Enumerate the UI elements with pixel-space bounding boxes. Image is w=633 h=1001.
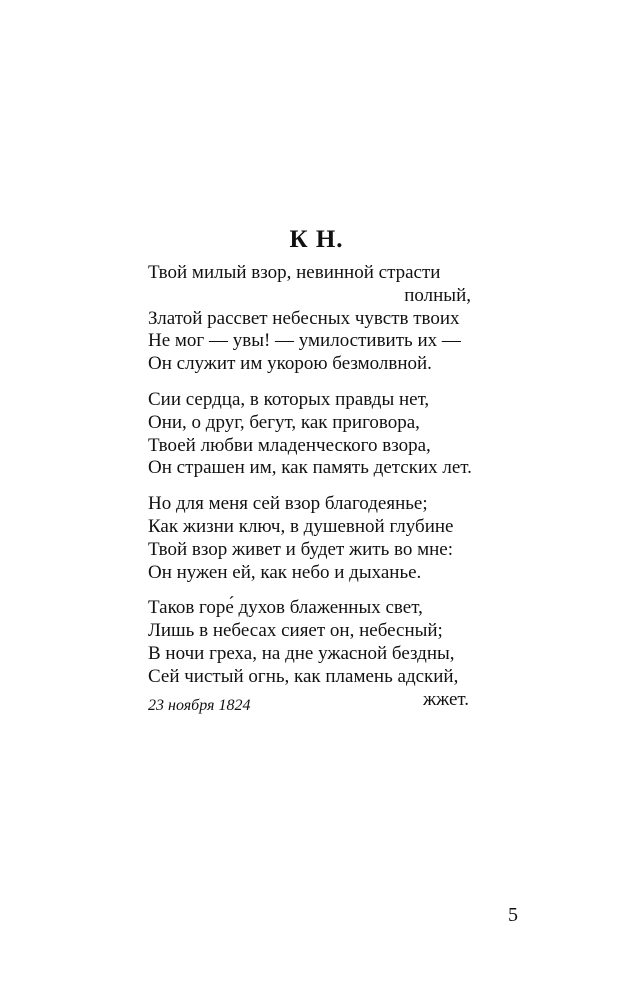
poem-date: 23 ноября 1824 bbox=[148, 697, 251, 714]
poem-line: Они, о друг, бегут, как приговора, bbox=[148, 411, 420, 433]
poem-line: Твой взор живет и будет жить во мне: bbox=[148, 538, 454, 560]
poem-line: Но для меня сей взор благодеянье; bbox=[148, 493, 428, 515]
stanza-4 bbox=[148, 597, 488, 711]
poem-line-continuation: жжет. bbox=[422, 688, 469, 710]
poem-line: Он страшен им, как память детских лет. bbox=[148, 457, 472, 479]
poem-line: Твоей любви младенческого взора, bbox=[148, 434, 431, 456]
poem-line: Как жизни ключ, в душевной глубине bbox=[148, 515, 454, 537]
poem-line: В ночи греха, на дне ужасной бездны, bbox=[148, 642, 455, 664]
stanza-3 bbox=[148, 493, 488, 584]
poem-line: Таков горе́ духов блаженных свет, bbox=[148, 597, 423, 619]
poem-line: Он нужен ей, как небо и дыханье. bbox=[148, 561, 422, 583]
page-number: 5 bbox=[508, 904, 518, 926]
poem-line: Златой рассвет небесных чувств твоих bbox=[148, 307, 460, 329]
poem-line: Он служит им укорою безмолвной. bbox=[148, 353, 432, 375]
stanza-2 bbox=[148, 389, 488, 480]
poem-line: Лишь в небесах сияет он, небесный; bbox=[148, 620, 443, 642]
poem-line: Сей чистый огнь, как пламень адский, bbox=[148, 665, 459, 687]
poem-line: Не мог — увы! — умилостивить их — bbox=[148, 330, 461, 352]
poem-line: Сии сердца, в которых правды нет, bbox=[148, 388, 430, 410]
stanza-1 bbox=[148, 262, 488, 376]
poem-line-continuation: полный, bbox=[404, 284, 471, 306]
poem-title: К Н. bbox=[289, 226, 344, 253]
poem-body bbox=[148, 262, 488, 724]
poem-line: Твой милый взор, невинной страсти bbox=[148, 262, 441, 283]
